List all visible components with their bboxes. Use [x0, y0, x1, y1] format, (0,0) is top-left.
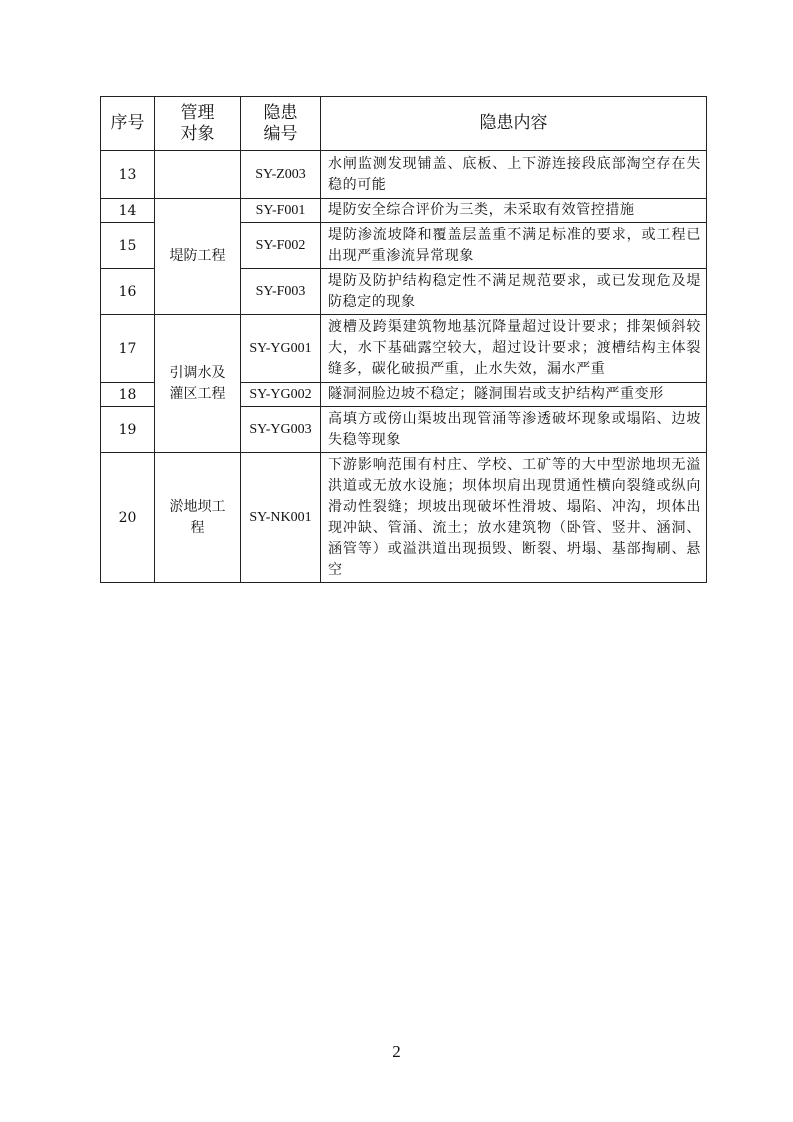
row-seq: 20	[101, 453, 155, 583]
row-seq: 14	[101, 199, 155, 223]
row-object-empty	[155, 151, 241, 199]
row-seq: 18	[101, 383, 155, 407]
header-content: 隐患内容	[321, 97, 707, 151]
row-content: 下游影响范围有村庄、学校、工矿等的大中型淤地坝无溢洪道或无放水设施；坝体坝肩出现贯通性横向裂缝或纵向滑动性裂缝；坝坡出现破坏性滑坡、塌陷、冲沟，坝体出现冲缺、管涌、流土；放水建筑物（卧管、竖井、涵洞、涵管等）或溢洪道出现损毁、断裂、坍塌、基部掏刷、悬空	[321, 453, 707, 583]
row-seq: 17	[101, 315, 155, 383]
header-seq: 序号	[101, 97, 155, 151]
row-code: SY-Z003	[241, 151, 321, 199]
hazard-table	[100, 96, 707, 583]
row-seq: 16	[101, 269, 155, 315]
row-code: SY-F001	[241, 199, 321, 223]
row-object-diversion: 引调水及 灌区工程	[155, 315, 241, 453]
table-row	[101, 151, 707, 199]
row-code: SY-YG003	[241, 407, 321, 453]
table-row	[101, 453, 707, 583]
row-object-levee: 堤防工程	[155, 199, 241, 315]
row-code: SY-YG001	[241, 315, 321, 383]
row-content: 高填方或傍山渠坡出现管涌等渗透破坏现象或塌陷、边坡失稳等现象	[321, 407, 707, 453]
row-content: 堤防安全综合评价为三类，未采取有效管控措施	[321, 199, 707, 223]
row-code: SY-NK001	[241, 453, 321, 583]
page-number: 2	[392, 1042, 401, 1061]
row-seq: 19	[101, 407, 155, 453]
header-row	[101, 97, 707, 151]
row-content: 渡槽及跨渠建筑物地基沉降量超过设计要求；排架倾斜较大，水下基础露空较大，超过设计要求；渡槽结构主体裂缝多，碳化破损严重，止水失效，漏水严重	[321, 315, 707, 383]
row-code: SY-F003	[241, 269, 321, 315]
row-object-checkdam: 淤地坝工 程	[155, 453, 241, 583]
row-content: 堤防及防护结构稳定性不满足规范要求，或已发现危及堤防稳定的现象	[321, 269, 707, 315]
table-row	[101, 315, 707, 383]
row-content: 隧洞洞脸边坡不稳定；隧洞围岩或支护结构严重变形	[321, 383, 707, 407]
row-seq: 15	[101, 223, 155, 269]
row-content: 水闸监测发现铺盖、底板、上下游连接段底部淘空存在失稳的可能	[321, 151, 707, 199]
row-seq: 13	[101, 151, 155, 199]
row-code: SY-YG002	[241, 383, 321, 407]
row-code: SY-F002	[241, 223, 321, 269]
table-row	[101, 199, 707, 223]
row-content: 堤防渗流坡降和覆盖层盖重不满足标准的要求，或工程已出现严重渗流异常现象	[321, 223, 707, 269]
header-object: 管理 对象	[155, 97, 241, 151]
header-code: 隐患 编号	[241, 97, 321, 151]
